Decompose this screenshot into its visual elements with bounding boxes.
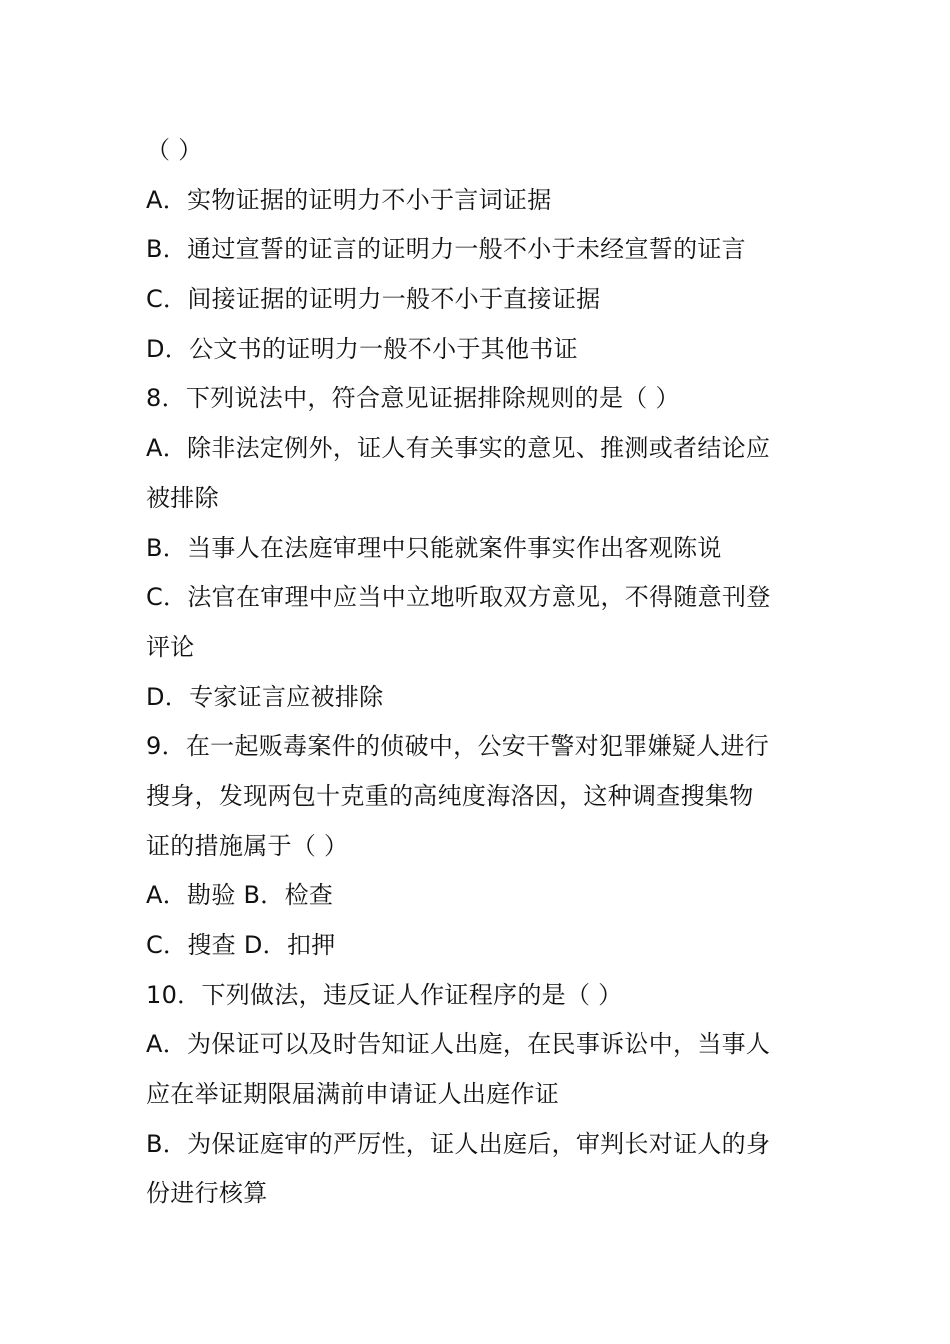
option-line: C．搜查 D．扣押 <box>146 931 336 959</box>
option-line: A．除非法定例外，证人有关事实的意见、推测或者结论应 <box>146 434 771 463</box>
option-line-continued: 份进行核算 <box>146 1179 268 1208</box>
question-line: 10．下列做法，违反证人作证程序的是（ ） <box>146 980 623 1009</box>
option-line: A．实物证据的证明力不小于言词证据 <box>146 185 552 214</box>
option-line-continued: 应在举证期限届满前申请证人出庭作证 <box>146 1080 560 1109</box>
option-line: D．公文书的证明力一般不小于其他书证 <box>146 334 578 363</box>
option-line: B．通过宣誓的证言的证明力一般不小于未经宣誓的证言 <box>146 235 746 264</box>
option-line: C．法官在审理中应当中立地听取双方意见，不得随意刊登 <box>146 583 771 612</box>
question-line-continued: 证的措施属于（ ） <box>146 831 349 860</box>
question-line-continued: 搜身，发现两包十克重的高纯度海洛因，这种调查搜集物 <box>146 781 754 810</box>
question-line: 9．在一起贩毒案件的侦破中，公安干警对犯罪嫌疑人进行 <box>146 732 770 761</box>
text-line: （ ） <box>146 136 203 164</box>
question-line: 8．下列说法中，符合意见证据排除规则的是（ ） <box>146 384 680 413</box>
option-line-continued: 评论 <box>146 632 195 661</box>
option-line: A．勘验 B．检查 <box>146 881 334 910</box>
option-line: B．当事人在法庭审理中只能就案件事实作出客观陈说 <box>146 533 722 562</box>
option-line: C．间接证据的证明力一般不小于直接证据 <box>146 285 601 314</box>
option-line: D．专家证言应被排除 <box>146 682 384 711</box>
option-line: B．为保证庭审的严厉性，证人出庭后，审判长对证人的身 <box>146 1129 771 1158</box>
option-line: A．为保证可以及时告知证人出庭，在民事诉讼中，当事人 <box>146 1030 771 1059</box>
option-line-continued: 被排除 <box>146 483 219 512</box>
document-body <box>146 126 826 1219</box>
